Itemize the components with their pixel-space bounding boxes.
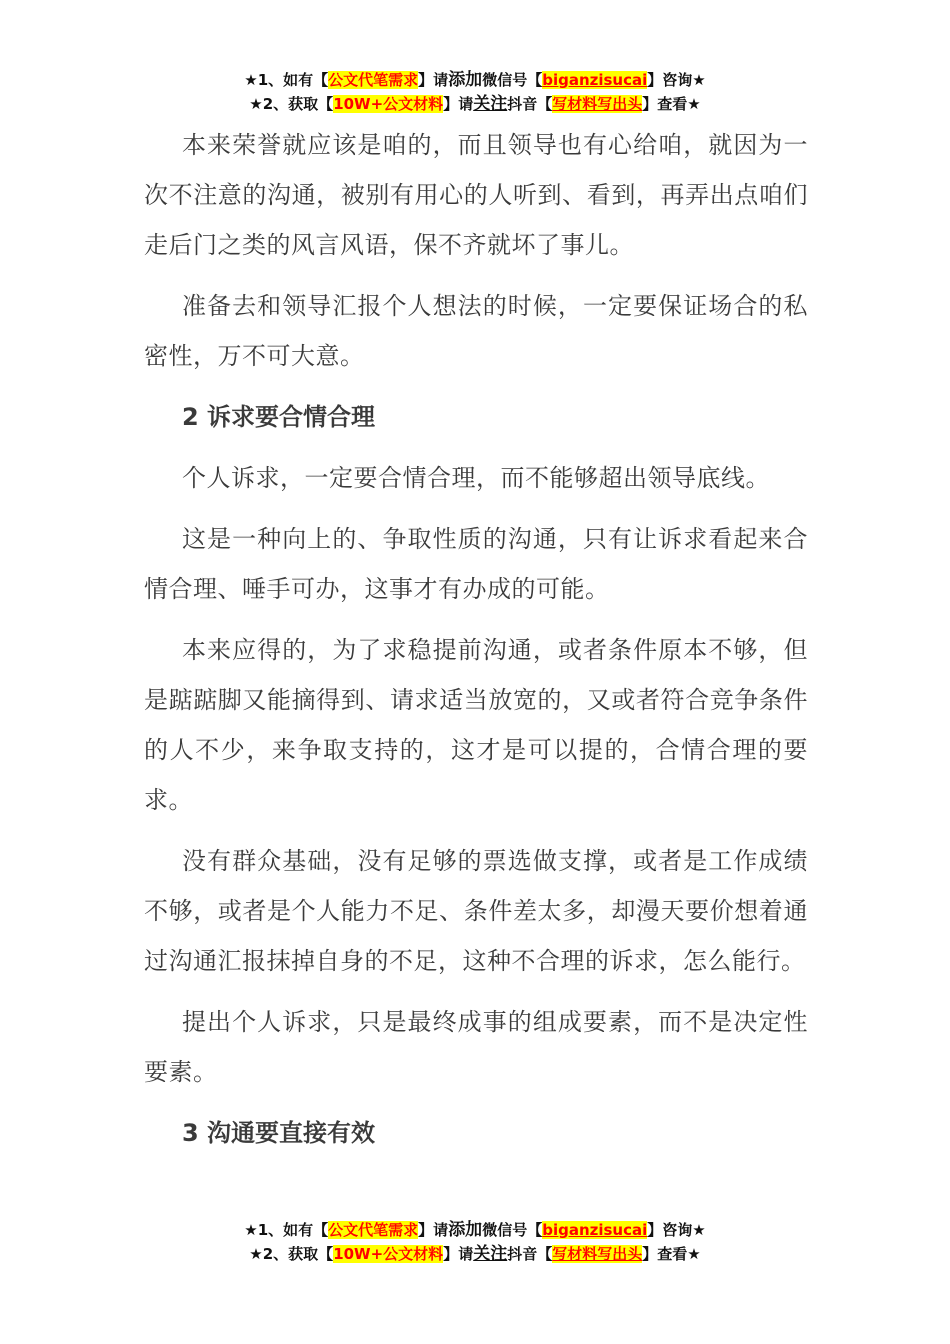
banner-line-1 [0, 68, 950, 92]
banner-text: 】咨询★ [647, 71, 706, 89]
banner-highlight: 10W+公文材料 [333, 95, 444, 113]
banner-text: ★1、如有【 [244, 71, 329, 89]
paragraph: 本来应得的，为了求稳提前沟通，或者条件原本不够，但是踮踮脚又能摘得到、请求适当放宽的，又或者符合竞争条件的人不少，来争取支持的，这才是可以提的，合情合理的要求。 [144, 636, 808, 814]
banner-text: 】请 [443, 95, 474, 113]
bottom-banner [0, 1218, 950, 1266]
banner-text: 】请 [418, 71, 449, 89]
banner-text: ★2、获取【 [249, 1245, 334, 1263]
banner-account-name: 写材料写出头 [552, 95, 643, 113]
banner-text: 】咨询★ [647, 1221, 706, 1239]
banner-highlight: 公文代笔需求 [328, 71, 419, 89]
banner-text: 】查看★ [642, 1245, 701, 1263]
banner-text: ★1、如有【 [244, 1221, 329, 1239]
banner-text: 抖音【 [507, 95, 553, 113]
banner-emphasis: 添加 [448, 1220, 483, 1240]
banner-line-2 [0, 92, 950, 116]
banner-text: 微信号【 [482, 1221, 543, 1239]
banner-account-name: 写材料写出头 [552, 1245, 643, 1263]
banner-wechat-id: biganzisucai [542, 1221, 648, 1239]
banner-emphasis: 关注 [473, 1244, 508, 1264]
paragraph: 准备去和领导汇报个人想法的时候，一定要保证场合的私密性，万不可大意。 [144, 292, 808, 370]
paragraph: 本来荣誉就应该是咱的，而且领导也有心给咱，就因为一次不注意的沟通，被别有用心的人听到、看到，再弄出点咱们走后门之类的风言风语，保不齐就坏了事儿。 [144, 131, 808, 259]
banner-highlight: 10W+公文材料 [333, 1245, 444, 1263]
banner-text: ★2、获取【 [249, 95, 334, 113]
paragraph: 没有群众基础，没有足够的票选做支撑，或者是工作成绩不够，或者是个人能力不足、条件差太多，却漫天要价想着通过沟通汇报抹掉自身的不足，这种不合理的诉求，怎么能行。 [144, 847, 808, 975]
banner-emphasis: 关注 [473, 94, 508, 114]
section-heading: 3 沟通要直接有效 [182, 1119, 376, 1147]
banner-line-1 [0, 1218, 950, 1242]
banner-text: 抖音【 [507, 1245, 553, 1263]
paragraph: 这是一种向上的、争取性质的沟通，只有让诉求看起来合情合理、唾手可办，这事才有办成的可能。 [144, 525, 808, 603]
banner-text: 微信号【 [482, 71, 543, 89]
banner-text: 】请 [443, 1245, 474, 1263]
banner-wechat-id: biganzisucai [542, 71, 648, 89]
section-heading: 2 诉求要合情合理 [182, 403, 376, 431]
banner-line-2 [0, 1242, 950, 1266]
paragraph: 个人诉求，一定要合情合理，而不能够超出领导底线。 [182, 464, 770, 492]
top-banner [0, 68, 950, 116]
banner-highlight: 公文代笔需求 [328, 1221, 419, 1239]
banner-text: 】查看★ [642, 95, 701, 113]
document-body [144, 120, 808, 1169]
paragraph: 提出个人诉求，只是最终成事的组成要素，而不是决定性要素。 [144, 1008, 808, 1086]
banner-text: 】请 [418, 1221, 449, 1239]
banner-emphasis: 添加 [448, 70, 483, 90]
